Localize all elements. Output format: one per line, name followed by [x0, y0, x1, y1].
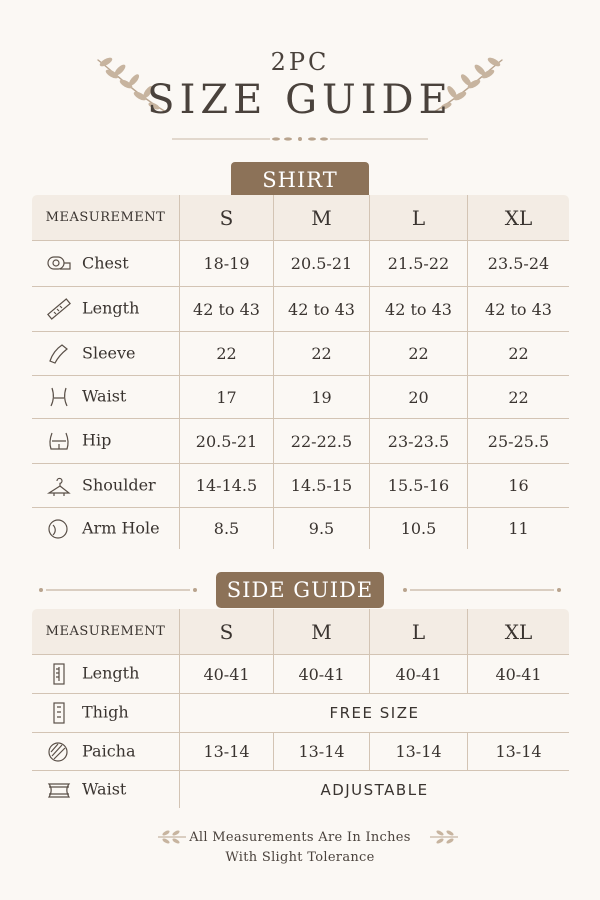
- value-cell: 22: [274, 332, 370, 376]
- value-cell: 14.5-15: [274, 464, 370, 508]
- value-cell: 10.5: [370, 508, 468, 550]
- value-cell: 22-22.5: [274, 419, 370, 464]
- value-cell: 17: [180, 376, 274, 419]
- table-row: [32, 508, 570, 550]
- page-subtitle: 2PC: [270, 48, 330, 76]
- waist-icon: [46, 386, 72, 408]
- thigh-icon: [46, 702, 72, 724]
- table-row: [32, 733, 570, 771]
- value-cell: 42 to 43: [468, 287, 570, 332]
- size-header: S: [180, 195, 274, 241]
- value-cell: 20: [370, 376, 468, 419]
- free-size-cell: FREE SIZE: [180, 694, 570, 733]
- value-cell: 40-41: [468, 655, 570, 694]
- table-row: [32, 287, 570, 332]
- header: [0, 48, 600, 122]
- shirt-size-table: [31, 194, 570, 550]
- value-cell: 25-25.5: [468, 419, 570, 464]
- value-cell: 9.5: [274, 508, 370, 550]
- footer-line-2: With Slight Tolerance: [225, 850, 375, 865]
- size-header: M: [274, 609, 370, 655]
- value-cell: 20.5-21: [274, 241, 370, 287]
- arm-hole-icon: [46, 518, 72, 540]
- value-cell: 40-41: [180, 655, 274, 694]
- hip-icon: [46, 430, 72, 452]
- value-cell: 42 to 43: [274, 287, 370, 332]
- row-label: Chest: [82, 253, 129, 272]
- value-cell: 23.5-24: [468, 241, 570, 287]
- size-header: S: [180, 609, 274, 655]
- table-row: [32, 376, 570, 419]
- measurement-header: MEASUREMENT: [32, 195, 180, 241]
- footer-line-1: All Measurements Are In Inches: [189, 830, 411, 845]
- row-label: Waist: [82, 779, 127, 798]
- table-row: [32, 771, 570, 809]
- value-cell: 13-14: [274, 733, 370, 771]
- row-label: Paicha: [82, 741, 136, 760]
- value-cell: 22: [180, 332, 274, 376]
- measuring-tape-icon: [46, 253, 72, 275]
- shirt-tab: SHIRT: [231, 162, 369, 196]
- side-guide-tab: SIDE GUIDE: [216, 572, 384, 608]
- size-header: XL: [468, 609, 570, 655]
- footer-note: [0, 828, 600, 868]
- value-cell: 15.5-16: [370, 464, 468, 508]
- value-cell: 20.5-21: [180, 419, 274, 464]
- value-cell: 40-41: [370, 655, 468, 694]
- size-header: XL: [468, 195, 570, 241]
- size-header: L: [370, 195, 468, 241]
- divider-right: [402, 587, 562, 593]
- table-row: [32, 694, 570, 733]
- value-cell: 22: [370, 332, 468, 376]
- ruler-icon: [46, 298, 72, 320]
- table-row: [32, 332, 570, 376]
- row-label: Length: [82, 298, 140, 318]
- side-size-table: [31, 608, 570, 809]
- value-cell: 19: [274, 376, 370, 419]
- table-row: [32, 241, 570, 287]
- sleeve-icon: [46, 343, 72, 365]
- title-ornament-icon: [172, 136, 428, 142]
- value-cell: 18-19: [180, 241, 274, 287]
- value-cell: 22: [468, 332, 570, 376]
- size-header: L: [370, 609, 468, 655]
- value-cell: 22: [468, 376, 570, 419]
- value-cell: 40-41: [274, 655, 370, 694]
- hanger-icon: [46, 475, 72, 497]
- table-row: [32, 419, 570, 464]
- value-cell: 14-14.5: [180, 464, 274, 508]
- row-label: Waist: [82, 386, 127, 406]
- waistband-icon: [46, 779, 72, 801]
- value-cell: 11: [468, 508, 570, 550]
- value-cell: 21.5-22: [370, 241, 468, 287]
- value-cell: 13-14: [370, 733, 468, 771]
- value-cell: 23-23.5: [370, 419, 468, 464]
- table-header-row: [32, 609, 570, 655]
- value-cell: 42 to 43: [180, 287, 274, 332]
- measurement-header: MEASUREMENT: [32, 609, 180, 655]
- row-label: Arm Hole: [82, 518, 160, 537]
- row-label: Thigh: [82, 702, 129, 722]
- adjustable-cell: ADJUSTABLE: [180, 771, 570, 809]
- table-row: [32, 464, 570, 508]
- row-label: Shoulder: [82, 475, 156, 494]
- size-header: M: [274, 195, 370, 241]
- paicha-icon: [46, 741, 72, 763]
- value-cell: 8.5: [180, 508, 274, 550]
- row-label: Length: [82, 663, 140, 683]
- value-cell: 13-14: [468, 733, 570, 771]
- page-title: SIZE GUIDE: [147, 77, 453, 123]
- row-label: Sleeve: [82, 343, 136, 362]
- value-cell: 13-14: [180, 733, 274, 771]
- trouser-length-icon: [46, 663, 72, 685]
- value-cell: 42 to 43: [370, 287, 468, 332]
- table-header-row: [32, 195, 570, 241]
- value-cell: 16: [468, 464, 570, 508]
- divider-left: [38, 587, 198, 593]
- table-row: [32, 655, 570, 694]
- row-label: Hip: [82, 430, 112, 450]
